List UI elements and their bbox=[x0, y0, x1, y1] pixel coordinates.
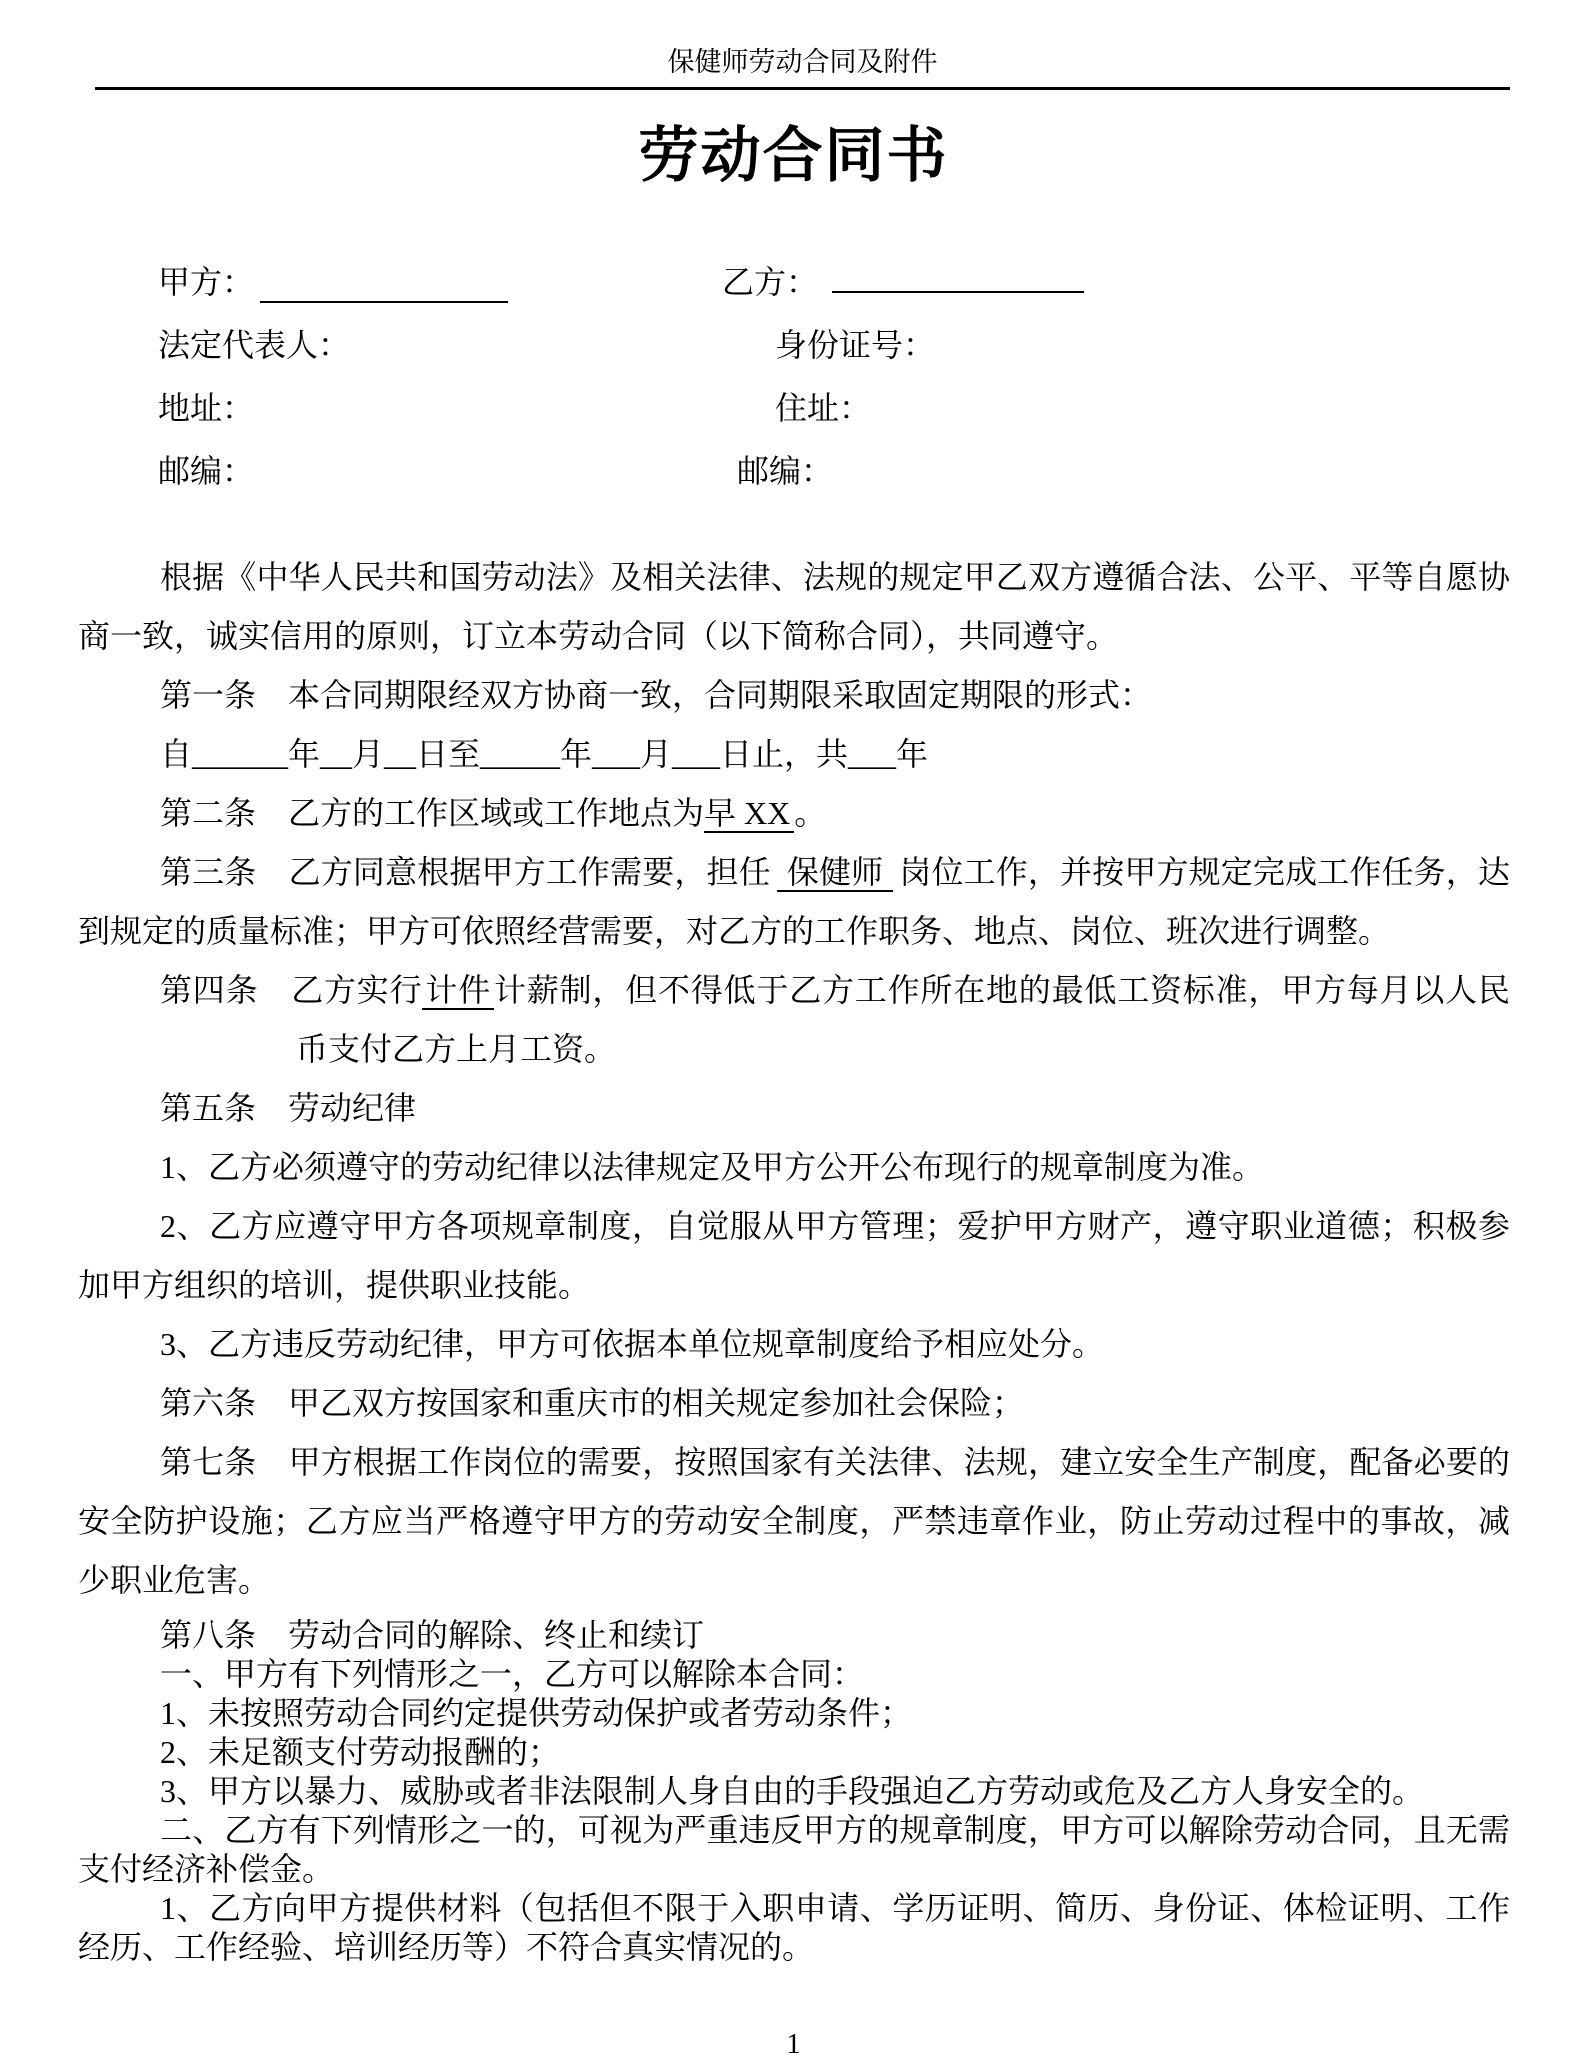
clause-3-paragraph bbox=[78, 843, 1510, 961]
work-location-underlined: 早 XX bbox=[704, 795, 794, 833]
party-row-legal-rep bbox=[0, 303, 1587, 366]
yifang-label: 乙方： bbox=[722, 264, 819, 300]
jiafang-blank-line bbox=[260, 265, 508, 303]
document-title: 劳动合同书 bbox=[638, 122, 949, 189]
clause-8-section-1: 一、甲方有下列情形之一，乙方可以解除本合同： bbox=[160, 1656, 865, 1692]
address-label: 地址： bbox=[158, 390, 255, 426]
clause-2-paragraph bbox=[78, 784, 1510, 843]
clause-5-item-1: 1、乙方必须遵守的劳动纪律以法律规定及甲方公开公布现行的规章制度为准。 bbox=[160, 1149, 1265, 1185]
postcode-left-label: 邮编： bbox=[158, 453, 255, 489]
party-row-names bbox=[0, 240, 1587, 303]
jiafang-label: 甲方： bbox=[158, 264, 255, 300]
clause-5-item-2: 2、乙方应遵守甲方各项规章制度，自觉服从甲方管理；爱护甲方财产，遵守职业道德；积极参加甲方组织的培训，提供职业技能。 bbox=[78, 1208, 1510, 1303]
party-info-section bbox=[0, 240, 1587, 492]
clause-3-post-text: 岗位工作，并按甲方规定完成工作任务，达到规定的质量标准；甲方可依照经营需要，对乙方的工作职务、地点、岗位、班次进行调整。 bbox=[78, 854, 1510, 949]
position-underlined: 保健师 bbox=[777, 854, 893, 892]
contract-body bbox=[78, 548, 1510, 1967]
clause-8-heading: 第八条 劳动合同的解除、终止和续订 bbox=[160, 1617, 705, 1653]
clause-6-paragraph: 第六条 甲乙双方按国家和重庆市的相关规定参加社会保险； bbox=[160, 1385, 1025, 1421]
clause-8-section-1-item-1: 1、未按照劳动合同约定提供劳动保护或者劳动条件； bbox=[160, 1695, 913, 1731]
clause-7-paragraph: 第七条 甲方根据工作岗位的需要，按照国家有关法律、法规，建立安全生产制度，配备必要的安全防护设施；乙方应当严格遵守甲方的劳动安全制度，严禁违章作业，防止劳动过程中的事故，减少职业危害。 bbox=[78, 1444, 1510, 1598]
clause-3-pre-text: 第三条 乙方同意根据甲方工作需要，担任 bbox=[160, 854, 771, 890]
clause-8-section-1-item-3: 3、甲方以暴力、威胁或者非法限制人身自由的手段强迫乙方劳动或危及乙方人身安全的。 bbox=[160, 1773, 1425, 1809]
clause-5-item-3: 3、乙方违反劳动纪律，甲方可依据本单位规章制度给予相应处分。 bbox=[160, 1326, 1105, 1362]
party-row-postcode bbox=[0, 429, 1587, 492]
preamble-paragraph: 根据《中华人民共和国劳动法》及相关法律、法规的规定甲乙双方遵循合法、公平、平等自愿协商一致，诚实信用的原则，订立本劳动合同（以下简称合同），共同遵守。 bbox=[78, 559, 1510, 654]
clause-8-section-2-item-1: 1、乙方向甲方提供材料（包括但不限于入职申请、学历证明、简历、身份证、体检证明、工作经历、工作经验、培训经历等）不符合真实情况的。 bbox=[78, 1890, 1510, 1965]
clause-2-period: 。 bbox=[794, 795, 827, 831]
running-header: 保健师劳动合同及附件 bbox=[95, 40, 1510, 90]
page-number: 1 bbox=[786, 2028, 801, 2060]
residence-label: 住址： bbox=[775, 390, 872, 426]
clause-1-paragraph: 第一条 本合同期限经双方协商一致，合同期限采取固定期限的形式： bbox=[160, 677, 1153, 713]
pay-type-underlined: 计件 bbox=[422, 972, 494, 1010]
clause-4-post-text: 计薪制，但不得低于乙方工作所在地的最低工资标准，甲方每月以人民币支付乙方上月工资。 bbox=[296, 972, 1510, 1067]
clause-4-pre-text: 第四条 乙方实行 bbox=[160, 972, 423, 1008]
term-blank-line: 自______年__月__日至_____年___月___日止，共___年 bbox=[160, 736, 929, 772]
party-row-address bbox=[0, 366, 1587, 429]
legal-representative-label: 法定代表人： bbox=[158, 327, 351, 363]
clause-2-text: 第二条 乙方的工作区域或工作地点为 bbox=[160, 795, 705, 831]
clause-4-paragraph bbox=[78, 961, 1510, 1079]
yifang-blank-line bbox=[832, 255, 1084, 293]
id-number-label: 身份证号： bbox=[775, 327, 936, 363]
clause-8-section-1-item-2: 2、未足额支付劳动报酬的； bbox=[160, 1734, 561, 1770]
clause-8-section-2: 二、乙方有下列情形之一的，可视为严重违反甲方的规章制度，甲方可以解除劳动合同，且无需支付经济补偿金。 bbox=[78, 1812, 1510, 1887]
postcode-right-label: 邮编： bbox=[737, 453, 834, 489]
clause-5-heading: 第五条 劳动纪律 bbox=[160, 1090, 417, 1126]
